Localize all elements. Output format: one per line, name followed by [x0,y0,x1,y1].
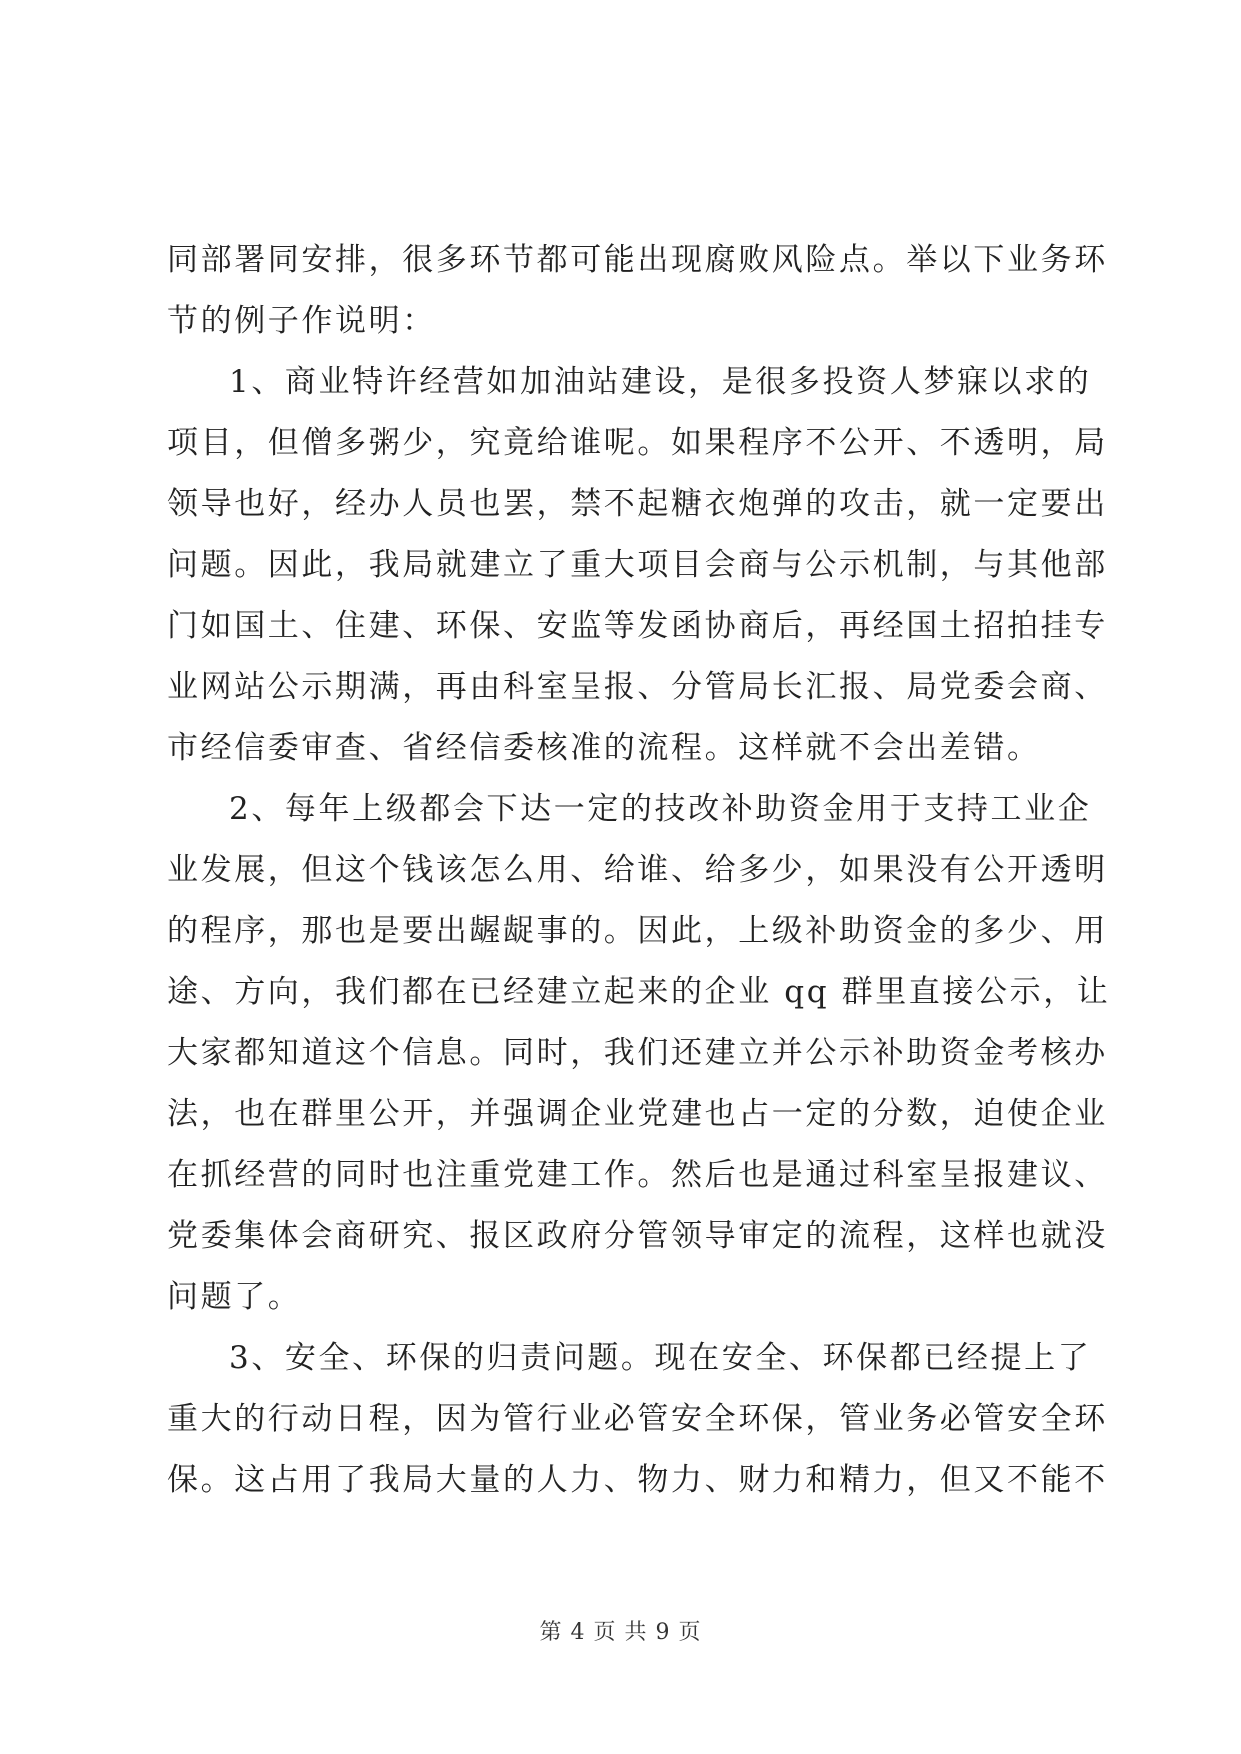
page-number-footer: 第 4 页 共 9 页 [539,1620,702,1645]
text-line: 在抓经营的同时也注重党建工作。然后也是通过科室呈报建议、 [167,1157,1108,1193]
text-line: 同部署同安排，很多环节都可能出现腐败风险点。举以下业务环 [167,242,1108,278]
text-line: 途、方向，我们都在已经建立起来的企业 qq 群里直接公示，让 [167,974,1111,1010]
text-line: 保。这占用了我局大量的人力、物力、财力和精力，但又不能不 [167,1462,1108,1498]
text-line: 法，也在群里公开，并强调企业党建也占一定的分数，迫使企业 [167,1096,1108,1132]
text-line: 大家都知道这个信息。同时，我们还建立并公示补助资金考核办 [167,1035,1108,1071]
text-line: 问题了。 [167,1279,302,1315]
text-line: 节的例子作说明： [167,303,436,339]
text-line: 的程序，那也是要出龌龊事的。因此，上级补助资金的多少、用 [167,913,1108,949]
text-line: 项目，但僧多粥少，究竟给谁呢。如果程序不公开、不透明，局 [167,425,1108,461]
paragraph-1-start: 1、商业特许经营如加油站建设，是很多投资人梦寐以求的 [229,364,1092,400]
text-line: 门如国土、住建、环保、安监等发函协商后，再经国土招拍挂专 [167,608,1108,644]
text-line: 市经信委审查、省经信委核准的流程。这样就不会出差错。 [167,730,1041,766]
paragraph-3-start: 3、安全、环保的归责问题。现在安全、环保都已经提上了 [229,1340,1092,1376]
document-body [167,230,1111,1511]
text-line: 重大的行动日程，因为管行业必管安全环保，管业务必管安全环 [167,1401,1108,1437]
text-line: 领导也好，经办人员也罢，禁不起糖衣炮弹的攻击，就一定要出 [167,486,1108,522]
text-line: 业网站公示期满，再由科室呈报、分管局长汇报、局党委会商、 [167,669,1108,705]
text-line: 问题。因此，我局就建立了重大项目会商与公示机制，与其他部 [167,547,1108,583]
text-line: 业发展，但这个钱该怎么用、给谁、给多少，如果没有公开透明 [167,852,1108,888]
text-line: 党委集体会商研究、报区政府分管领导审定的流程，这样也就没 [167,1218,1108,1254]
paragraph-2-start: 2、每年上级都会下达一定的技改补助资金用于支持工业企 [229,791,1092,827]
